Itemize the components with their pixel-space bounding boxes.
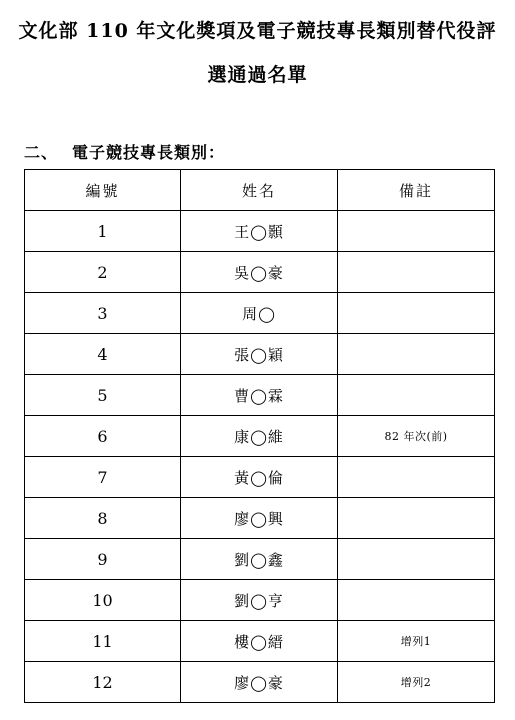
- row-remarks: [338, 334, 495, 375]
- row-number: 11: [25, 621, 181, 662]
- row-number: 5: [25, 375, 181, 416]
- row-number: 12: [25, 662, 181, 703]
- row-number: 7: [25, 457, 181, 498]
- section-title: 電子競技專長類別：: [72, 143, 226, 162]
- row-remarks: 增列1: [338, 621, 495, 662]
- section-number: 二、: [24, 143, 59, 162]
- row-remarks: 82 年次(前): [338, 416, 495, 457]
- table-row: [25, 539, 495, 580]
- row-remarks: [338, 375, 495, 416]
- row-number: 1: [25, 211, 181, 252]
- row-remarks: [338, 580, 495, 621]
- document-title-line-2: 選通過名單: [207, 64, 308, 86]
- table-row: [25, 416, 495, 457]
- header-remarks: 備註: [338, 170, 495, 211]
- row-remarks: [338, 539, 495, 580]
- row-name: 樓◯縉: [181, 621, 338, 662]
- row-name: 廖◯興: [181, 498, 338, 539]
- table-row: [25, 211, 495, 252]
- row-name: 廖◯豪: [181, 662, 338, 703]
- row-name: 王◯顥: [181, 211, 338, 252]
- table-row: [25, 457, 495, 498]
- row-remarks: [338, 498, 495, 539]
- table-row: [25, 293, 495, 334]
- row-number: 4: [25, 334, 181, 375]
- row-name: 曹◯霖: [181, 375, 338, 416]
- row-name: 吳◯豪: [181, 252, 338, 293]
- row-number: 3: [25, 293, 181, 334]
- table-row: [25, 580, 495, 621]
- row-name: 黃◯倫: [181, 457, 338, 498]
- row-number: 10: [25, 580, 181, 621]
- row-remarks: [338, 457, 495, 498]
- roster-table: [24, 169, 495, 703]
- row-remarks: [338, 293, 495, 334]
- row-number: 9: [25, 539, 181, 580]
- row-remarks: 增列2: [338, 662, 495, 703]
- row-name: 張◯穎: [181, 334, 338, 375]
- header-number: 編號: [25, 170, 181, 211]
- row-number: 8: [25, 498, 181, 539]
- row-name: 周◯: [181, 293, 338, 334]
- row-number: 2: [25, 252, 181, 293]
- table-row: [25, 252, 495, 293]
- table-row: [25, 334, 495, 375]
- row-name: 劉◯鑫: [181, 539, 338, 580]
- row-number: 6: [25, 416, 181, 457]
- table-row: [25, 621, 495, 662]
- table-header-row: [25, 170, 495, 211]
- document-title-line-1: 文化部 110 年文化獎項及電子競技專長類別替代役評: [18, 20, 497, 42]
- row-remarks: [338, 211, 495, 252]
- row-name: 康◯維: [181, 416, 338, 457]
- table-row: [25, 662, 495, 703]
- table-row: [25, 375, 495, 416]
- table-row: [25, 498, 495, 539]
- section-heading: [24, 140, 225, 163]
- row-remarks: [338, 252, 495, 293]
- row-name: 劉◯亨: [181, 580, 338, 621]
- header-name: 姓名: [181, 170, 338, 211]
